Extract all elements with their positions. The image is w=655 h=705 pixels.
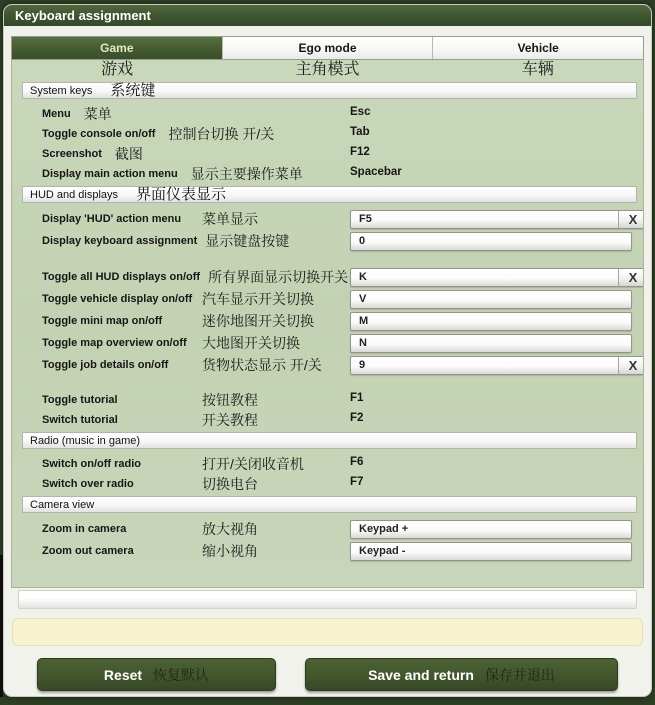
tab-vehicle[interactable] (433, 37, 643, 59)
tab-vehicle-label: Vehicle (517, 41, 559, 55)
dialog-content (11, 36, 644, 609)
binding-label (42, 104, 643, 124)
binding-label-en: Screenshot (42, 148, 102, 160)
binding-label-en: Toggle map overview on/off (42, 337, 187, 349)
binding-row (42, 164, 643, 184)
save-and-return-button[interactable] (305, 658, 618, 691)
binding-label-zh: 菜单显示 (202, 211, 258, 227)
tab-bar (11, 36, 644, 60)
key-binding-input[interactable] (350, 210, 644, 229)
binding-row (42, 230, 643, 252)
section-header (22, 432, 637, 449)
key-binding-input[interactable] (350, 356, 644, 375)
dialog-titlebar (4, 5, 651, 26)
clear-binding-button[interactable]: X (618, 357, 644, 374)
save-button-label: Save and return (368, 666, 474, 683)
binding-row (42, 474, 643, 494)
binding-label-en: Toggle job details on/off (42, 359, 169, 371)
key-binding-value: F5 (359, 213, 372, 225)
section-header (22, 496, 637, 513)
binding-label-en: Display 'HUD' action menu (42, 213, 182, 225)
binding-label-en: Toggle console on/off (42, 128, 156, 140)
binding-label-zh: 按钮教程 (202, 392, 258, 408)
binding-row (42, 104, 643, 124)
key-binding-input[interactable] (350, 268, 644, 287)
binding-label-en: Zoom in camera (42, 523, 127, 535)
binding-label (42, 124, 643, 144)
tab-game[interactable] (12, 37, 223, 59)
key-binding-input[interactable] (350, 232, 632, 251)
key-binding-text: Esc (350, 106, 371, 118)
key-binding-text: F6 (350, 456, 364, 468)
binding-row (42, 454, 643, 474)
binding-row (42, 332, 643, 354)
binding-row (42, 288, 643, 310)
key-binding-text: Spacebar (350, 166, 402, 178)
binding-label-en: Display keyboard assignment (42, 235, 198, 247)
message-bar (12, 618, 643, 646)
binding-label (42, 474, 643, 494)
binding-row (42, 266, 643, 288)
binding-row (42, 124, 643, 144)
binding-label-en: Switch tutorial (42, 414, 118, 426)
reset-button-label: Reset (103, 666, 143, 683)
section-header (22, 82, 637, 99)
tab-ego-mode-label-zh: 主角模式 (295, 61, 360, 78)
binding-row (42, 208, 643, 230)
section-header-label: System keys (30, 84, 93, 97)
key-binding-value: 9 (359, 359, 366, 371)
tab-translations-row (12, 60, 643, 80)
binding-label-en: Zoom out camera (42, 545, 134, 557)
section-header-label-zh: 界面仪表显示 (136, 186, 227, 203)
save-button-label-zh: 保存并退出 (484, 666, 555, 683)
tab-ego-mode[interactable] (223, 37, 434, 59)
binding-label-zh: 切换电台 (202, 476, 258, 492)
binding-label (42, 164, 643, 184)
reset-button[interactable] (37, 658, 276, 691)
key-binding-input[interactable] (350, 290, 632, 309)
binding-label-zh: 汽车显示开关切换 (202, 291, 314, 307)
binding-label-en: Switch over radio (42, 478, 134, 490)
reset-button-label-zh: 恢复默认 (153, 666, 210, 683)
section-header-label-zh: 系统键 (110, 82, 156, 99)
binding-label-zh: 开关教程 (202, 412, 258, 428)
key-binding-value: Keypad + (359, 523, 409, 535)
binding-label-en: Switch on/off radio (42, 458, 141, 470)
clear-binding-button[interactable]: X (618, 269, 644, 286)
key-binding-value: N (359, 337, 367, 349)
binding-row (42, 144, 643, 164)
key-binding-text: F12 (350, 146, 370, 158)
binding-row (42, 518, 643, 540)
binding-row (42, 410, 643, 430)
key-binding-input[interactable] (350, 542, 632, 561)
key-binding-text: Tab (350, 126, 370, 138)
tab-game-label: Game (100, 41, 134, 55)
binding-label-en: Toggle vehicle display on/off (42, 293, 193, 305)
binding-label-zh: 缩小视角 (202, 543, 258, 559)
binding-label-zh: 显示主要操作菜单 (190, 166, 303, 182)
binding-row (42, 540, 643, 562)
section-header (22, 186, 637, 203)
binding-label-zh: 放大视角 (202, 521, 258, 537)
tab-vehicle-label-zh: 车辆 (521, 61, 554, 78)
section-header-label: Radio (music in game) (30, 434, 141, 447)
binding-label-en: Toggle mini map on/off (42, 315, 163, 327)
key-binding-value: K (359, 271, 367, 283)
binding-label-en: Menu (42, 108, 71, 120)
binding-label-zh: 大地图开关切换 (202, 335, 300, 351)
section-header-label: HUD and displays (30, 188, 119, 201)
binding-label-zh: 迷你地图开关切换 (202, 313, 314, 329)
key-binding-text: F2 (350, 412, 364, 424)
binding-label (42, 144, 643, 164)
binding-label-en: Display main action menu (42, 168, 178, 180)
key-binding-value: 0 (359, 235, 366, 247)
key-binding-input[interactable] (350, 334, 632, 353)
clear-binding-button[interactable]: X (618, 211, 644, 228)
key-binding-value: V (359, 293, 367, 305)
binding-row (42, 390, 643, 410)
keyboard-assignment-dialog (3, 4, 652, 697)
binding-row (42, 354, 643, 376)
key-binding-input[interactable] (350, 312, 632, 331)
key-binding-value: Keypad - (359, 545, 406, 557)
binding-row (42, 310, 643, 332)
binding-label (42, 454, 643, 474)
tab-game-label-zh: 游戏 (101, 61, 134, 78)
binding-label-zh: 控制台切换 开/关 (168, 126, 275, 142)
binding-label (42, 410, 643, 430)
key-binding-value: M (359, 315, 369, 327)
binding-label-zh: 货物状态显示 开/关 (202, 357, 322, 373)
section-header-label: Camera view (30, 498, 95, 511)
binding-label-zh: 菜单 (83, 106, 112, 122)
key-binding-input[interactable] (350, 520, 632, 539)
dialog-buttons-row (4, 646, 651, 691)
tab-ego-mode-label: Ego mode (298, 41, 357, 55)
binding-label-en: Toggle tutorial (42, 394, 118, 406)
bindings-panel (11, 60, 644, 588)
sections-container (12, 82, 643, 562)
key-binding-text: F1 (350, 392, 364, 404)
dialog-title: Keyboard assignment (15, 8, 151, 23)
bottom-scroll-strip (18, 590, 637, 609)
key-binding-text: F7 (350, 476, 364, 488)
binding-label-zh: 显示键盘按键 (205, 233, 290, 249)
binding-label-zh: 所有界面显示切换开关 (208, 269, 349, 285)
binding-label (42, 390, 643, 410)
binding-label-zh: 打开/关闭收音机 (202, 456, 304, 472)
binding-label-zh: 截图 (114, 146, 143, 162)
binding-label-en: Toggle all HUD displays on/off (42, 271, 201, 283)
